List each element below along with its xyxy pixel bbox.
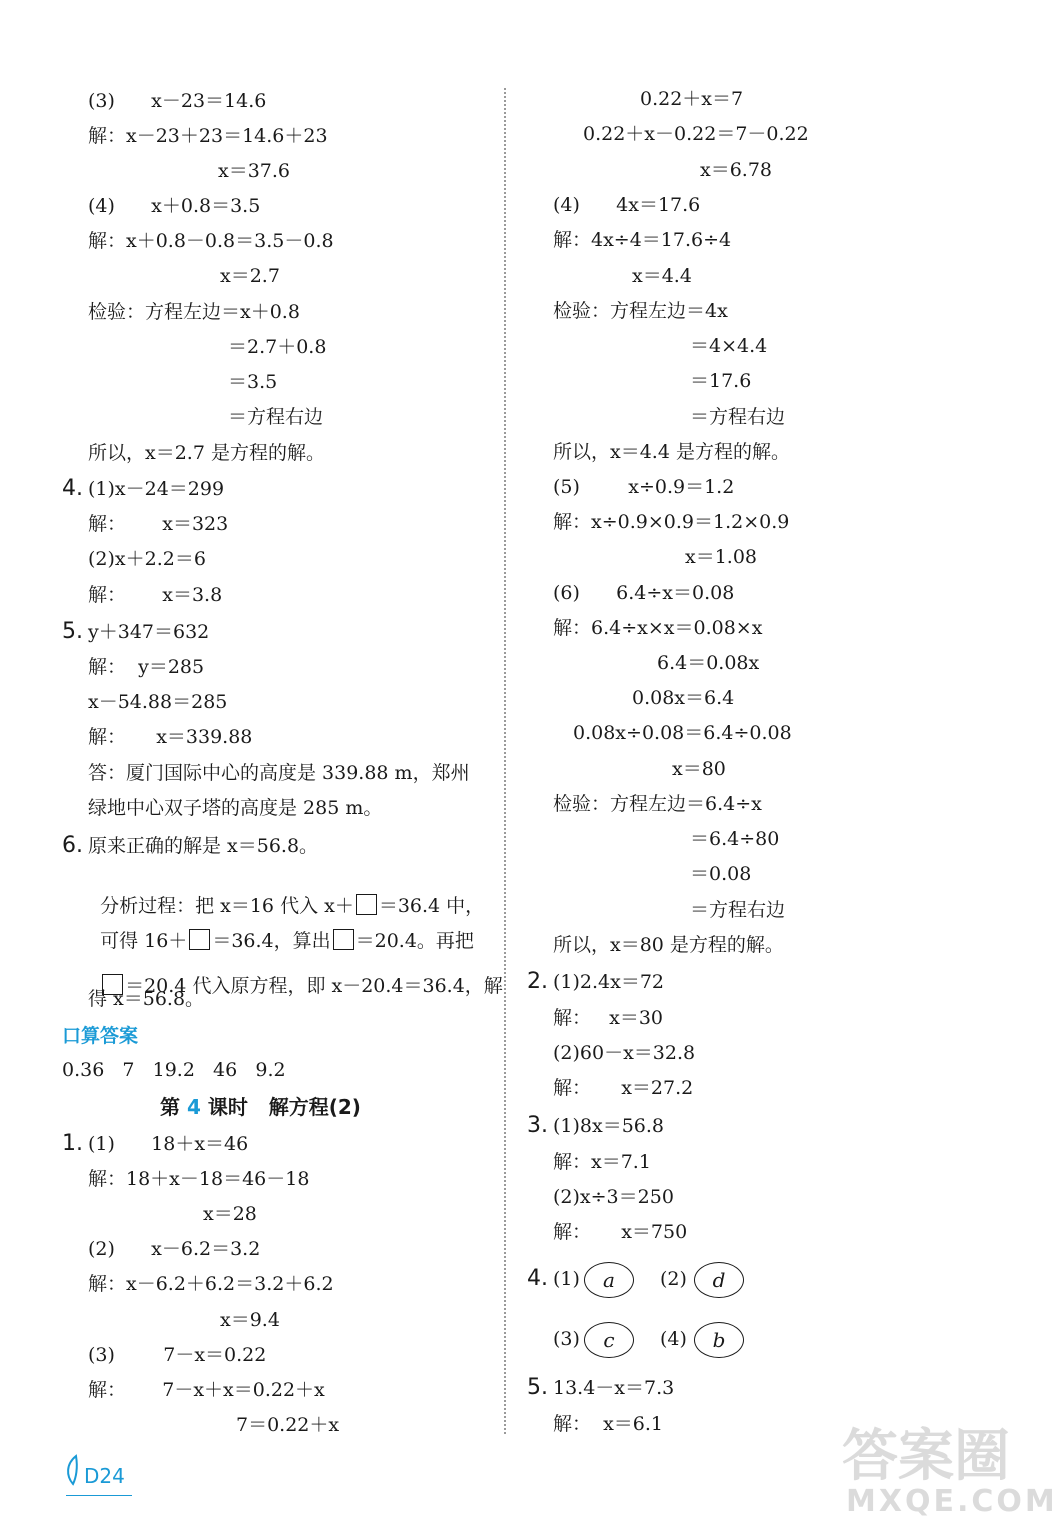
text-line: 解： x＝750 — [553, 1221, 688, 1243]
column-divider — [504, 88, 506, 1434]
question-number: 4. — [62, 476, 83, 501]
question-number: 2. — [527, 969, 548, 994]
text-line: ＝4×4.4 — [690, 335, 768, 357]
text-line: (2)x＋2.2＝6 — [88, 548, 206, 570]
text-line: (3) 7－x＝0.22 — [88, 1344, 267, 1366]
text-line: (1)x－24＝299 — [88, 478, 225, 500]
text-line: 0.36 7 19.2 46 9.2 — [62, 1059, 286, 1081]
watermark-logo-text: 答案圈 — [842, 1424, 1010, 1489]
text-line: (4) 4x＝17.6 — [553, 194, 701, 216]
watermark-url: MXQE.COM — [846, 1484, 1058, 1519]
text-line: 0.22＋x－0.22＝7－0.22 — [583, 123, 809, 145]
text-line: ＝方程右边 — [690, 406, 786, 428]
text-line: x＝4.4 — [632, 265, 692, 287]
text-line: 7＝0.22＋x — [236, 1414, 340, 1436]
text-line: (3) — [553, 1328, 580, 1350]
text-line: 答：厦门国际中心的高度是 339.88 m，郑州 — [88, 762, 470, 784]
text-line: x＝1.08 — [685, 546, 758, 568]
text-line: ＝17.6 — [690, 370, 752, 392]
text-line: ＝方程右边 — [690, 899, 786, 921]
text-line: x－54.88＝285 — [88, 691, 228, 713]
text-line: ＝0.08 — [690, 863, 752, 885]
watermark — [838, 1412, 1058, 1530]
heading-part: 课时 解方程(2) — [200, 1095, 361, 1119]
question-number: 1. — [62, 1131, 83, 1156]
text-line: x＝28 — [203, 1203, 257, 1225]
text-line: (4) x＋0.8＝3.5 — [88, 195, 261, 217]
text-fragment: ＝20.4。再把 — [355, 930, 474, 952]
page-footer — [64, 1450, 134, 1498]
lesson-heading — [160, 1094, 361, 1120]
text-fragment: 可得 16＋ — [100, 930, 188, 952]
text-line: (4) — [660, 1328, 687, 1350]
text-line: (5) x÷0.9＝1.2 — [553, 476, 735, 498]
text-line: 解： y＝285 — [88, 656, 205, 678]
text-line: (1)8x＝56.8 — [553, 1115, 665, 1137]
text-line: 检验：方程左边＝4x — [553, 300, 728, 322]
text-fragment: 分析过程：把 x＝16 代入 x＋ — [100, 895, 354, 917]
text-line: x＝6.78 — [700, 159, 773, 181]
question-number: 5. — [527, 1375, 548, 1400]
text-line: 解：6.4÷x×x＝0.08×x — [553, 617, 763, 639]
section-title: 口算答案 — [62, 1025, 139, 1047]
text-fragment: ＝36.4 中， — [378, 895, 485, 917]
text-line: ＝6.4÷80 — [690, 828, 780, 850]
question-number: 5. — [62, 619, 83, 644]
text-line: 6.4＝0.08x — [657, 652, 760, 674]
answer-option-circle: a — [584, 1262, 634, 1298]
question-number: 3. — [527, 1113, 548, 1138]
text-line: 解：x－6.2＋6.2＝3.2＋6.2 — [88, 1273, 334, 1295]
text-line: 0.22＋x＝7 — [640, 88, 744, 110]
text-line: (1)2.4x＝72 — [553, 971, 665, 993]
text-line: (1) — [553, 1268, 580, 1290]
text-line: (6) 6.4÷x＝0.08 — [553, 582, 735, 604]
text-line: (2) — [660, 1268, 687, 1290]
text-line: 所以，x＝2.7 是方程的解。 — [88, 442, 325, 464]
text-line: 绿地中心双子塔的高度是 285 m。 — [88, 797, 383, 819]
text-line: 0.08x＝6.4 — [632, 687, 735, 709]
page-number: D24 — [84, 1464, 125, 1488]
text-line: 13.4－x＝7.3 — [553, 1377, 675, 1399]
text-line: 检验：方程左边＝6.4÷x — [553, 793, 762, 815]
text-line: 解： 7－x＋x＝0.22＋x — [88, 1379, 325, 1401]
text-line: (1) 18＋x＝46 — [88, 1133, 249, 1155]
text-line: x＝80 — [672, 758, 726, 780]
text-line: 解： x＝323 — [88, 513, 229, 535]
text-line: x＝37.6 — [218, 160, 291, 182]
text-line: 解： x＝3.8 — [88, 584, 223, 606]
text-fragment: ＝20.4 代入原方程，即 x－20.4＝36.4，解 — [125, 975, 503, 997]
text-line: (2) x－6.2＝3.2 — [88, 1238, 261, 1260]
text-line: 解：x＝7.1 — [553, 1151, 651, 1173]
text-line: 得 x＝56.8。 — [88, 988, 205, 1010]
heading-number: 4 — [186, 1095, 201, 1119]
text-line: 解：4x÷4＝17.6÷4 — [553, 229, 732, 251]
answer-option-circle: d — [694, 1262, 744, 1298]
text-line: 解： x＝6.1 — [553, 1413, 664, 1435]
question-number: 6. — [62, 833, 83, 858]
text-line: ＝2.7＋0.8 — [228, 336, 327, 358]
text-line: 所以，x＝80 是方程的解。 — [553, 934, 784, 956]
text-line: 解：18＋x－18＝46－18 — [88, 1168, 310, 1190]
text-line: 解： x＝30 — [553, 1007, 664, 1029]
text-line: 所以，x＝4.4 是方程的解。 — [553, 441, 790, 463]
text-line: 解：x－23＋23＝14.6＋23 — [88, 125, 328, 147]
text-line: (2)x÷3＝250 — [553, 1186, 674, 1208]
text-line: 解： x＝27.2 — [553, 1077, 694, 1099]
text-line: 解： x＝339.88 — [88, 726, 253, 748]
blank-box — [189, 929, 210, 950]
text-line: y＋347＝632 — [88, 621, 210, 643]
text-line: (3) x－23＝14.6 — [88, 90, 267, 112]
text-fragment: ＝36.4，算出 — [212, 930, 331, 952]
text-line: x＝2.7 — [220, 265, 280, 287]
leaf-icon — [64, 1454, 86, 1488]
text-line: 原来正确的解是 x＝56.8。 — [88, 835, 319, 857]
answer-option-circle: c — [584, 1322, 634, 1358]
answer-option-circle: b — [694, 1322, 744, 1358]
heading-part: 第 — [160, 1095, 187, 1119]
text-line: 解：x＋0.8－0.8＝3.5－0.8 — [88, 230, 334, 252]
text-line: x＝9.4 — [220, 1309, 280, 1331]
blank-box — [333, 929, 354, 950]
text-line — [88, 905, 474, 953]
text-line: ＝方程右边 — [228, 406, 324, 428]
footer-underline — [66, 1495, 132, 1496]
text-line: 解：x÷0.9×0.9＝1.2×0.9 — [553, 511, 790, 533]
text-line: 检验：方程左边＝x＋0.8 — [88, 301, 300, 323]
text-line: (2)60－x＝32.8 — [553, 1042, 696, 1064]
text-line: ＝3.5 — [228, 371, 278, 393]
question-number: 4. — [527, 1266, 548, 1291]
text-line: 0.08x÷0.08＝6.4÷0.08 — [573, 722, 792, 744]
